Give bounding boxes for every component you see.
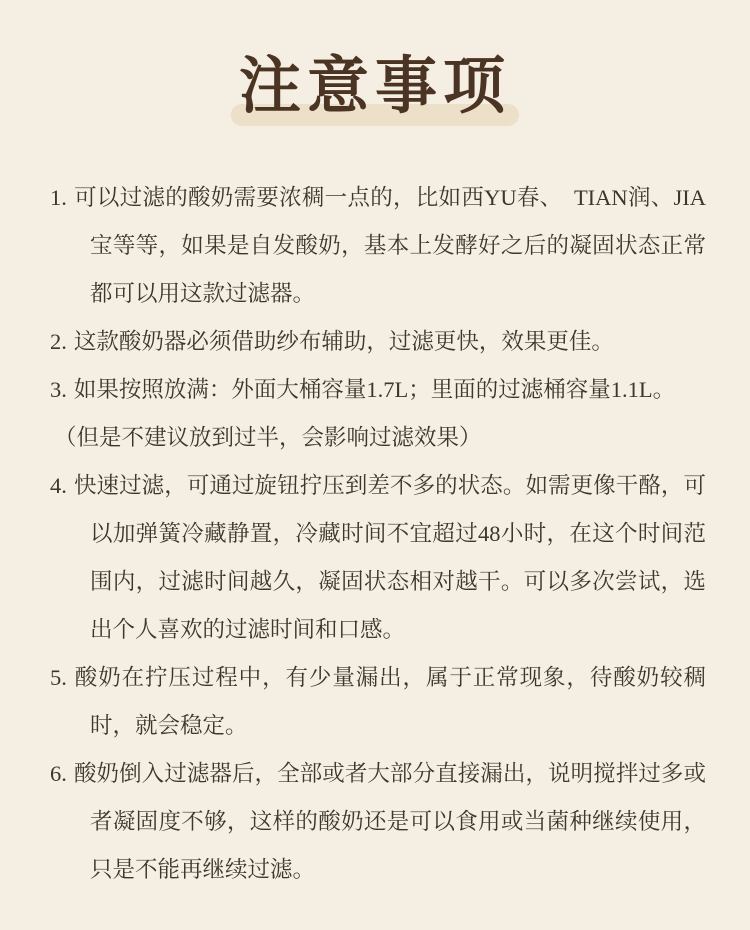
item-number: 1. [50, 184, 67, 210]
notice-list [0, 174, 750, 894]
title-section [0, 0, 750, 130]
item-text: 这款酸奶器必须借助纱布辅助，过滤更快，效果更佳。 [73, 328, 614, 354]
page-title [239, 46, 511, 130]
item-text: 如果按照放满：外面大桶容量1.7L；里面的过滤桶容量1.1L。 [73, 376, 676, 402]
list-item [50, 174, 706, 318]
page-title-text: 注意事项 [238, 53, 511, 121]
list-item [50, 462, 706, 654]
item-text: 酸奶倒入过滤器后，全部或者大部分直接漏出，说明搅拌过多或者凝固度不够，这样的酸奶还是可以食用或当菌种继续使用，只是不能再继续过滤。 [73, 760, 706, 882]
list-item [50, 366, 706, 462]
list-item [50, 318, 706, 366]
item-number: 5. [50, 664, 67, 690]
item-text: 可以过滤的酸奶需要浓稠一点的，比如西YU春、 TIAN润、JIA宝等等，如果是自发酸奶，基本上发酵好之后的凝固状态正常都可以用这款过滤器。 [73, 184, 706, 306]
item-number: 6. [50, 760, 67, 786]
item-text: 酸奶在拧压过程中，有少量漏出，属于正常现象，待酸奶较稠时，就会稳定。 [73, 664, 706, 738]
item-text: 快速过滤，可通过旋钮拧压到差不多的状态。如需更像干酪，可以加弹簧冷藏静置，冷藏时间不宜超过48小时，在这个时间范围内，过滤时间越久，凝固状态相对越干。可以多次尝试，选出个人喜欢的过滤时间和口感。 [73, 472, 706, 642]
item-number: 2. [50, 328, 67, 354]
item-number: 3. [50, 376, 67, 402]
list-item [50, 750, 706, 894]
item-note: （但是不建议放到过半，会影响过滤效果） [54, 424, 482, 450]
list-item [50, 654, 706, 750]
item-number: 4. [50, 472, 67, 498]
